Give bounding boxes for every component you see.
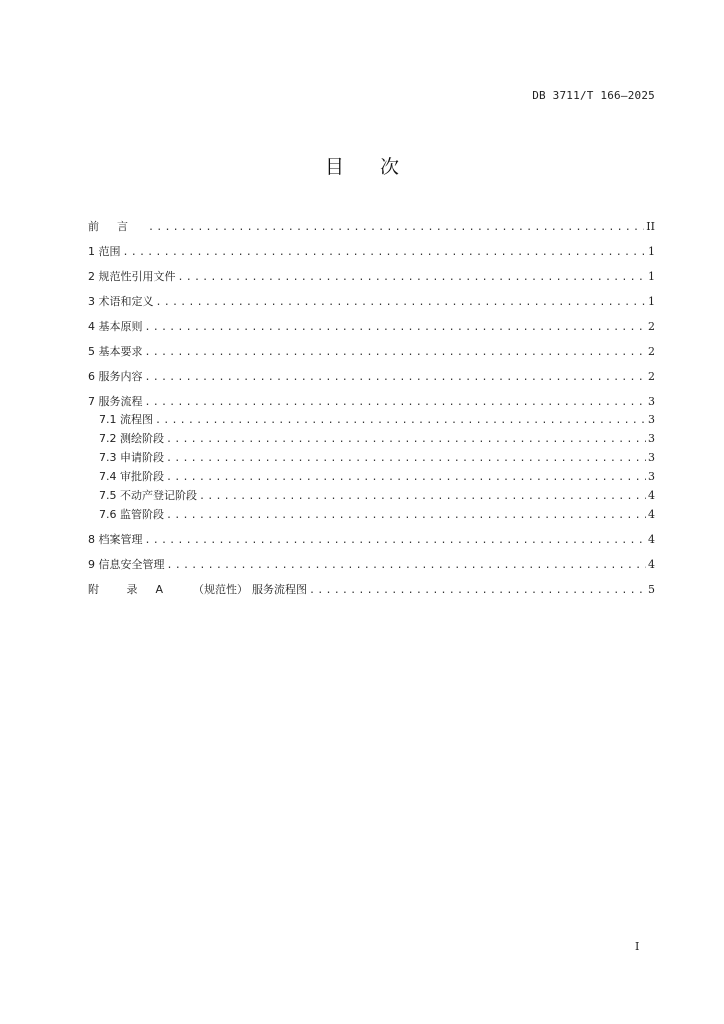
toc-leader-dots	[166, 471, 646, 484]
toc-entry-1[interactable]	[88, 245, 655, 259]
toc-entry-label: 7.1 流程图	[99, 413, 153, 426]
toc-leader-dots	[167, 559, 647, 572]
toc-leader-dots	[145, 534, 647, 547]
toc-leader-dots	[309, 584, 646, 597]
table-of-contents	[88, 220, 655, 597]
toc-entry-label: 8 档案管理	[88, 533, 143, 546]
toc-entry-page: 4	[648, 533, 655, 546]
toc-entry-page: 3	[648, 451, 655, 464]
toc-entry-5[interactable]	[88, 345, 655, 359]
toc-leader-dots	[145, 396, 647, 409]
toc-entry-label: 前言	[88, 220, 146, 233]
toc-entry-label: 4 基本原则	[88, 320, 143, 333]
toc-entry-label: 3 术语和定义	[88, 295, 154, 308]
toc-entry-9[interactable]	[88, 558, 655, 572]
toc-entry-8[interactable]	[88, 533, 655, 547]
toc-entry-foreword[interactable]	[88, 220, 655, 234]
toc-entry-page: 4	[648, 558, 655, 571]
toc-entry-page: 2	[648, 370, 655, 383]
toc-entry-label: 7.4 审批阶段	[99, 470, 164, 483]
toc-entry-7-4[interactable]	[88, 470, 655, 484]
toc-entry-7-1[interactable]	[88, 413, 655, 427]
page-number: I	[635, 940, 640, 953]
toc-entry-2[interactable]	[88, 270, 655, 284]
toc-entry-label	[88, 583, 307, 596]
toc-entry-page: 1	[648, 270, 655, 283]
toc-leader-dots	[148, 221, 644, 234]
annex-prefix: 附 录	[88, 583, 150, 596]
toc-leader-dots	[123, 246, 647, 259]
toc-entry-page: 2	[648, 345, 655, 358]
toc-entry-label: 7.5 不动产登记阶段	[99, 489, 197, 502]
toc-entry-4[interactable]	[88, 320, 655, 334]
toc-entry-page: 1	[648, 295, 655, 308]
toc-entry-6[interactable]	[88, 370, 655, 384]
toc-entry-page: 1	[648, 245, 655, 258]
toc-entry-7-5[interactable]	[88, 489, 655, 503]
toc-entry-7-6[interactable]	[88, 508, 655, 522]
toc-entry-page: 3	[648, 413, 655, 426]
annex-letter: A	[155, 583, 164, 596]
annex-name: 服务流程图	[252, 583, 308, 596]
toc-entry-label: 7.6 监管阶段	[99, 508, 164, 521]
toc-entry-label: 5 基本要求	[88, 345, 143, 358]
toc-entry-label: 7.3 申请阶段	[99, 451, 164, 464]
toc-entry-label: 6 服务内容	[88, 370, 143, 383]
toc-leader-dots	[199, 490, 646, 503]
toc-leader-dots	[145, 371, 647, 384]
toc-entry-page: 2	[648, 320, 655, 333]
annex-type: （规范性）	[193, 583, 249, 596]
toc-entry-label: 9 信息安全管理	[88, 558, 165, 571]
toc-leader-dots	[166, 509, 646, 522]
toc-leader-dots	[166, 452, 646, 465]
document-code: DB 3711/T 166—2025	[532, 89, 655, 102]
toc-title: 目次	[324, 156, 435, 178]
toc-entry-page: 3	[648, 470, 655, 483]
toc-entry-page: 4	[648, 508, 655, 521]
toc-leader-dots	[155, 414, 646, 427]
toc-entry-page: 3	[648, 432, 655, 445]
toc-leader-dots	[156, 296, 647, 309]
toc-entry-page: 3	[648, 395, 655, 408]
toc-entry-annex-a[interactable]	[88, 583, 655, 597]
toc-entry-7-2[interactable]	[88, 432, 655, 446]
toc-entry-page: 5	[648, 583, 655, 596]
toc-leader-dots	[178, 271, 647, 284]
toc-entry-page: II	[646, 220, 655, 233]
toc-leader-dots	[145, 346, 647, 359]
toc-entry-label: 1 范围	[88, 245, 121, 258]
toc-entry-7[interactable]	[88, 395, 655, 409]
toc-entry-label: 2 规范性引用文件	[88, 270, 176, 283]
toc-entry-label: 7 服务流程	[88, 395, 143, 408]
toc-leader-dots	[145, 321, 647, 334]
toc-entry-3[interactable]	[88, 295, 655, 309]
toc-entry-page: 4	[648, 489, 655, 502]
toc-leader-dots	[166, 433, 646, 446]
toc-entry-label: 7.2 测绘阶段	[99, 432, 164, 445]
toc-entry-7-3[interactable]	[88, 451, 655, 465]
